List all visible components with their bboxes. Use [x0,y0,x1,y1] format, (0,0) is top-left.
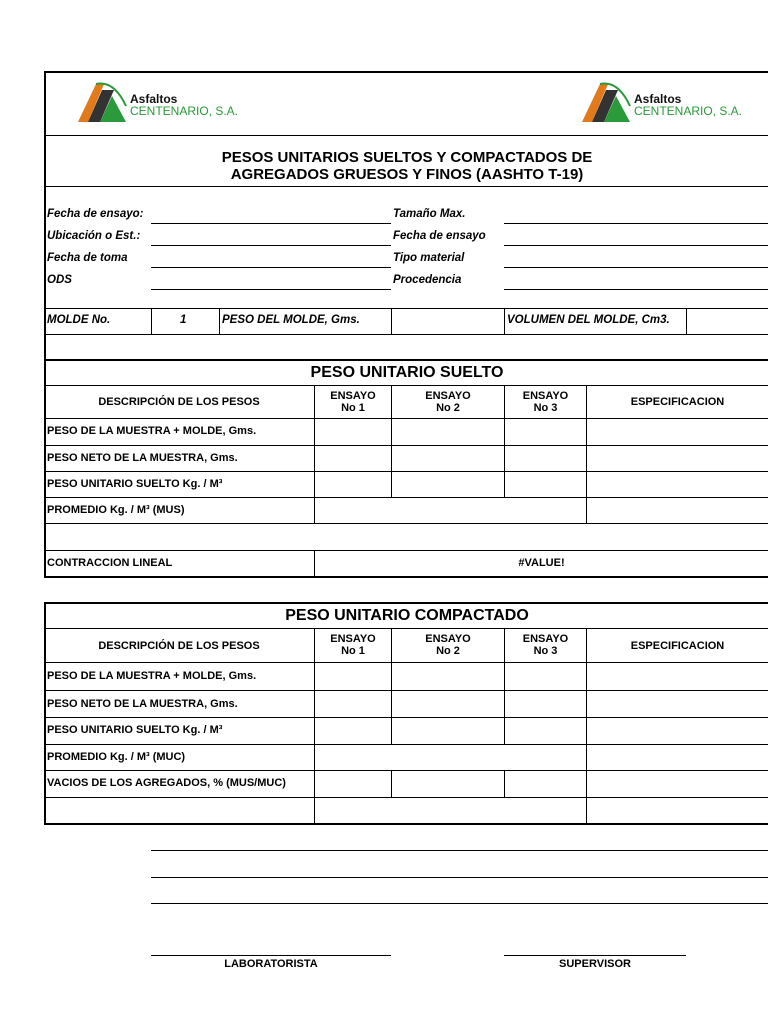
cell-border [504,385,505,497]
cell-border [219,308,220,334]
col-header-desc: DESCRIPCIÓN DE LOS PESOS [98,396,260,408]
cell-border [504,770,505,797]
signature-label-supervisor: SUPERVISOR [559,958,631,970]
label-fecha-toma: Fecha de toma [47,252,128,264]
peso-molde-value[interactable] [392,309,504,334]
col-header-ensayo1: ENSAYO No 1 [330,390,376,414]
divider [44,359,768,361]
cell-border [391,385,392,497]
col-header-ensayo3: ENSAYO No 3 [522,633,569,657]
col-header-ensayo2: ENSAYO No 2 [425,390,471,414]
table-row-label: PESO UNITARIO SUELTO Kg. / M³ [47,724,223,736]
table-row-label: PESO DE LA MUESTRA + MOLDE, Gms. [47,425,257,437]
title-line1: PESOS UNITARIOS SUELTOS Y COMPACTADOS DE [221,149,593,166]
contraccion-value: #VALUE! [518,557,565,569]
company-logo-left [74,80,254,130]
field-fecha-ensayo[interactable] [151,223,391,224]
col-header-ensayo1: ENSAYO No 1 [330,633,376,657]
label-volumen-molde: VOLUMEN DEL MOLDE, Cm3. [507,314,670,326]
table-row-label: PESO NETO DE LA MUESTRA, Gms. [47,698,238,710]
divider [44,550,768,551]
observation-line[interactable] [151,903,768,904]
cell-border [151,308,152,334]
table-row-label: PESO NETO DE LA MUESTRA, Gms. [47,452,238,464]
table-row-label: PROMEDIO Kg. / M³ (MUS) [47,504,185,516]
divider [44,418,768,419]
divider [44,797,768,798]
table-row-label: PESO UNITARIO SUELTO Kg. / M³ [47,478,223,490]
contraccion-label: CONTRACCION LINEAL [47,557,173,569]
divider [44,662,768,663]
divider [44,445,768,446]
table-row-label: PESO DE LA MUESTRA + MOLDE, Gms. [47,670,257,682]
road-arch-icon [74,80,130,124]
table-row-label: VACIOS DE LOS AGREGADOS, % (MUS/MUC) [47,777,286,789]
col-header-ensayo3: ENSAYO No 3 [522,390,569,414]
divider [44,186,768,187]
table-row-label: PROMEDIO Kg. / M³ (MUC) [47,751,186,763]
divider [44,744,768,745]
document-title [44,149,768,183]
label-fecha-ensayo: Fecha de ensayo: [47,208,144,220]
label-tipo-material: Tipo material [393,252,465,264]
divider [44,628,768,629]
label-ubicacion: Ubicación o Est.: [47,230,141,242]
col-header-spec: ESPECIFICACION [630,640,725,652]
observation-line[interactable] [151,850,768,851]
divider [44,334,768,335]
cell-border [504,628,505,744]
col-header-desc: DESCRIPCIÓN DE LOS PESOS [98,640,260,652]
company-name-line2: CENTENARIO, S.A. [634,104,743,118]
molde-number: 1 [180,314,187,326]
cell-border [391,628,392,744]
divider [44,523,768,524]
title-line2: AGREGADOS GRUESOS Y FINOS (AASHTO T-19) [230,166,584,183]
divider [44,471,768,472]
field-tipo-material[interactable] [504,267,768,268]
section-title-compactado: PESO UNITARIO COMPACTADO [285,607,529,624]
field-ods[interactable] [151,289,391,290]
divider [44,135,768,136]
divider [44,690,768,691]
company-name-line2: CENTENARIO, S.A. [130,104,239,118]
label-procedencia: Procedencia [393,274,462,286]
field-ubicacion[interactable] [151,245,391,246]
signature-label-laboratorista: LABORATORISTA [224,958,318,970]
field-procedencia[interactable] [504,289,768,290]
cell-border [586,385,587,523]
cell-border [391,770,392,797]
divider [44,497,768,498]
section-title-suelto: PESO UNITARIO SUELTO [310,364,504,381]
field-fecha-toma[interactable] [151,267,391,268]
divider [44,770,768,771]
volumen-molde-value[interactable] [687,309,767,334]
cell-border [314,628,315,824]
col-header-ensayo2: ENSAYO No 2 [425,633,471,657]
company-logo-right [578,80,758,130]
cell-border [504,308,505,334]
observation-line[interactable] [151,877,768,878]
label-fecha-ensayo-2: Fecha de ensayo [393,230,486,242]
signature-line-supervisor[interactable] [504,955,686,956]
col-header-spec: ESPECIFICACION [630,396,725,408]
road-arch-icon [578,80,634,124]
cell-border [586,628,587,824]
divider [44,385,768,386]
label-peso-molde: PESO DEL MOLDE, Gms. [222,314,360,326]
label-ods: ODS [47,274,72,286]
label-tamano-max: Tamaño Max. [393,208,466,220]
company-name-line1: Asfaltos [634,92,682,106]
company-name-line1: Asfaltos [130,92,178,106]
label-molde: MOLDE No. [47,314,111,326]
cell-border [314,385,315,523]
signature-line-laboratorista[interactable] [151,955,391,956]
divider [44,717,768,718]
field-fecha-ensayo-2[interactable] [504,245,768,246]
field-tamano-max[interactable] [504,223,768,224]
